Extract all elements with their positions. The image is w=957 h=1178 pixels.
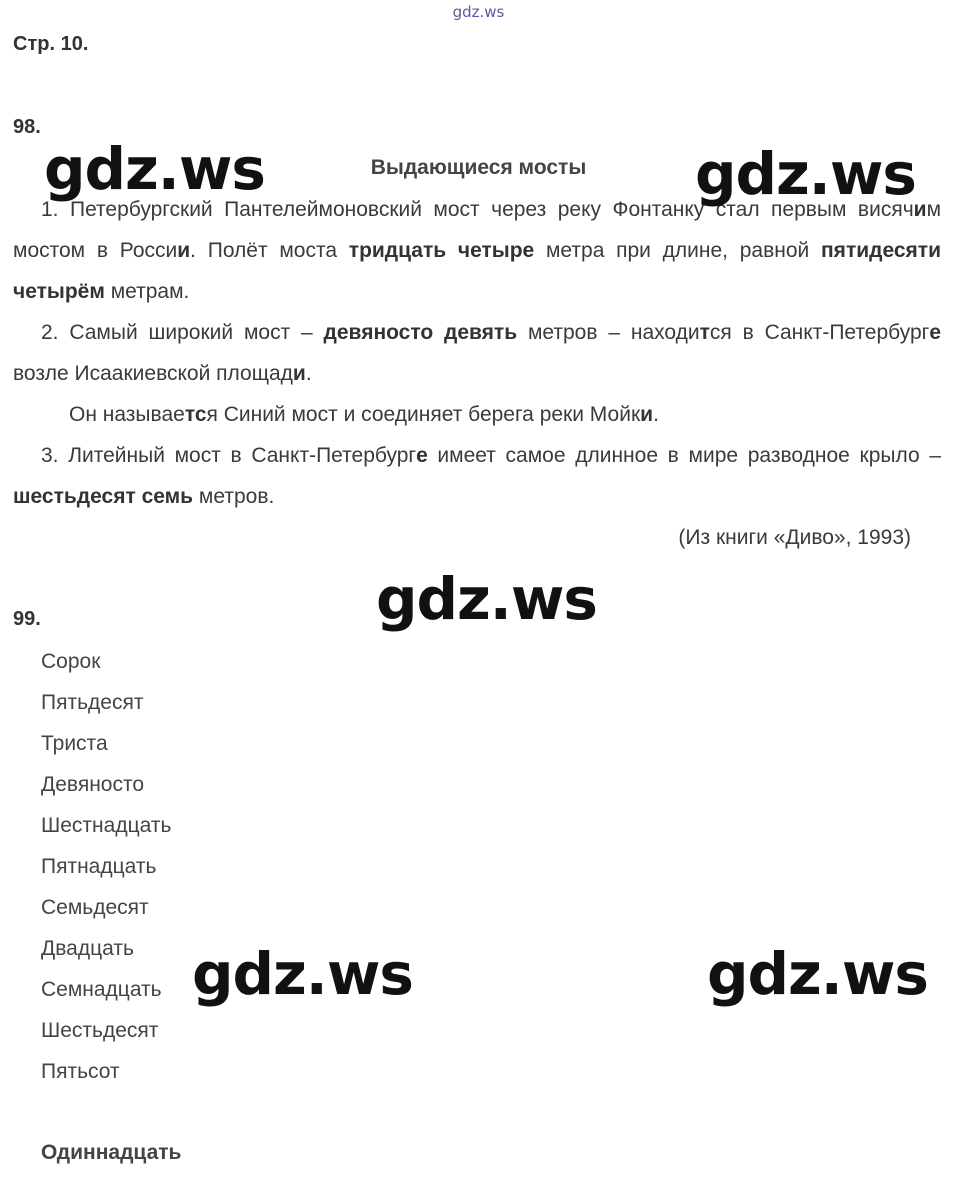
bold-segment: т [699,321,710,344]
numeral-item: Шестнадцать [41,814,172,837]
text-segment: . Полёт моста [190,239,349,262]
bold-segment: тс [184,403,207,426]
bold-segment: девяносто девять [323,321,518,344]
text-segment: 3. Литейный мост в Санкт-Петербург [41,444,417,467]
numeral-item: Двадцать [41,937,134,960]
bold-segment: пятидесяти четырём [13,239,941,303]
numeral-item: Шестьдесят [41,1019,159,1042]
numeral-item: Пятьдесят [41,691,144,714]
text-segment: . [653,403,659,426]
task-99-number: 99. [13,608,41,630]
numeral-item: Пятнадцать [41,855,157,878]
numeral-item: Семнадцать [41,978,162,1001]
bold-segment: и [640,403,654,426]
bold-segment: шестьдесят семь [13,485,194,508]
bold-segment: и [177,239,191,262]
bold-segment: е [416,444,428,467]
bold-segment: и [913,198,927,221]
watermark-3: gdz.ws [376,565,597,633]
text-segment: возле Исаакиевской площад [13,362,293,385]
bold-segment: тридцать четыре [348,239,535,262]
text-segment: я Синий мост и соединяет берега реки Мойк [206,403,641,426]
text-title: Выдающиеся мосты [370,156,587,179]
watermark-2: gdz.ws [695,140,916,208]
numeral-item: Сорок [41,650,101,673]
numeral-last: Одиннадцать [41,1141,182,1164]
watermark-4: gdz.ws [192,940,413,1008]
text-segment: . [305,362,312,385]
watermark-1: gdz.ws [44,135,265,203]
text-segment: метров. [193,485,275,508]
text-segment: 1. Петербургский Пантелеймоновский мост через реку Фонтанку стал первым висяч [41,198,914,221]
bold-segment: е [929,321,941,344]
watermark-top: gdz.ws [452,3,505,21]
text-segment: м мостом в Росси [13,198,941,262]
text-segment: Он называе [69,403,185,426]
paragraph-4 [13,435,941,517]
text-segment: имеет самое длинное в мире разводное крыло – [427,444,941,467]
numeral-item: Девяносто [41,773,145,796]
text-segment: 2. Самый широкий мост – [41,321,324,344]
text-segment: метров – находи [517,321,700,344]
text-segment: метра при длине, равной [534,239,821,262]
numeral-item: Пятьсот [41,1060,120,1083]
task-98-number: 98. [13,116,41,138]
watermark-5: gdz.ws [707,940,928,1008]
paragraph-3 [13,394,941,435]
paragraph-2 [13,312,941,394]
page-label: Стр. 10. [13,33,89,55]
text-segment: метрам. [104,280,190,303]
source-citation: (Из книги «Диво», 1993) [678,526,911,549]
numeral-item: Семьдесят [41,896,149,919]
bold-segment: и [292,362,306,385]
numerals-list [41,641,171,1092]
numeral-item: Триста [41,732,108,755]
text-segment: ся в Санкт-Петербург [709,321,930,344]
